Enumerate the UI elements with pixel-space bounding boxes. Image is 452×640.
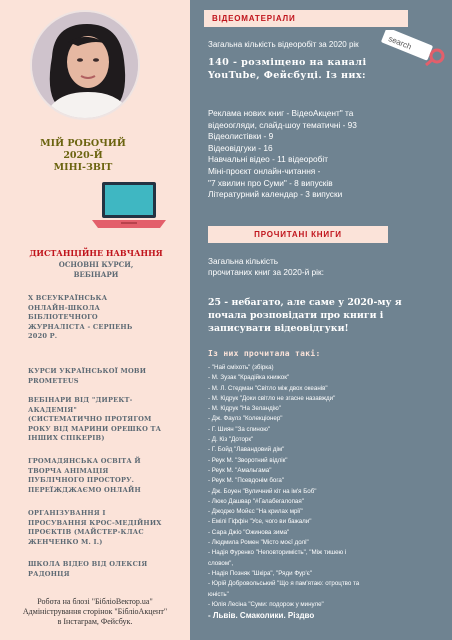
laptop-icon xyxy=(90,180,168,232)
course-line: ВЕБІНАРИ ВІД "ДИРЕКТ- xyxy=(28,396,133,404)
courses-line: ОСНОВНІ КУРСИ, xyxy=(58,260,134,269)
course-line: ПРОСУВАННЯ КРОС-МЕДІЙНИХ xyxy=(28,518,162,527)
course-line: БІБЛІОТЕЧНОГО xyxy=(28,313,98,321)
course-item xyxy=(28,396,183,444)
book-item: - Реук М. "Амальгама" xyxy=(208,466,272,474)
search-graphic xyxy=(380,30,450,66)
book-item: - Юрій Добровольський "Що я пам'ятаю: отроцтво та xyxy=(208,580,360,588)
book-item: - Надія Фуренко "Неповторимість", "Між тишею і xyxy=(208,549,347,557)
course-line: РОКУ ВІД МАРИНИ ОРЕШКО ТА xyxy=(28,424,162,433)
books-total-line: прочитаних книг за 2020-й рік: xyxy=(208,267,324,277)
course-line: ОНЛАЙН-ШКОЛА xyxy=(28,303,101,312)
video-details xyxy=(208,108,357,201)
books-summary xyxy=(208,296,402,336)
video-detail-line: Навчальні відео - 11 відеоробіт xyxy=(208,154,329,165)
video-summary-line: YouTube, Фейсбуці. Із них: xyxy=(208,70,366,81)
course-item xyxy=(28,367,183,386)
book-item: - Джоджо Мойєс "На крилах мрії" xyxy=(208,508,303,516)
book-item: - М. Зузак "Крадійка книжок" xyxy=(208,374,290,382)
course-line: КУРСИ УКРАЇНСЬКОЇ МОВИ xyxy=(28,367,147,375)
footer-note xyxy=(0,597,190,627)
book-item: - М. Л. Стедман "Світло між двох океанів" xyxy=(208,384,328,392)
book-item: - Сара Джіо "Ожинова зима" xyxy=(208,528,290,536)
books-summary-line: записувати відеовідгуки! xyxy=(208,323,349,335)
book-item: - Надія Позняк "Шкіра", "Ряди Фур'є" xyxy=(208,569,313,577)
book-item: - Д. Кіз "Доторк" xyxy=(208,436,254,444)
course-item xyxy=(28,560,183,579)
left-panel xyxy=(0,0,190,640)
report-title xyxy=(28,138,138,174)
book-item: - Люко Дашвар "#Галабегалопая" xyxy=(208,497,304,505)
book-item: - Г. Шиян "За спиною" xyxy=(208,425,271,433)
course-line: ЖЕНЧЕНКО М. І.) xyxy=(28,537,103,546)
video-total: Загальна кількість відеоробіт за 2020 рік xyxy=(208,40,359,49)
book-item: - Реук М. "Псевдонім бога" xyxy=(208,477,285,485)
video-summary-line: 140 - розміщено на каналі xyxy=(208,57,367,68)
course-line: АКАДЕМІЯ" xyxy=(28,405,78,414)
course-line: ПРОЄКТІВ (МАЙСТЕР-КЛАС xyxy=(28,528,144,536)
book-item: - М. Кідрук "Доки світло не згасне назавжди" xyxy=(208,394,336,402)
book-item: - "Най сміхоть" (збірка) xyxy=(208,364,274,371)
course-line: РАДОНЦЯ xyxy=(28,569,70,578)
video-detail-line: Відеолистівки - 9 xyxy=(208,131,274,142)
course-item xyxy=(28,457,183,495)
course-line: (СИСТЕМАТИЧНО ПРОТЯГОМ xyxy=(28,415,152,423)
books-total xyxy=(208,256,324,278)
course-line: ІНШИХ СПІКЕРІВ) xyxy=(28,434,105,442)
footer-line: Робота на блозі "БібліоВектор.ua" xyxy=(37,597,153,606)
book-item: - Людмила Ромен "Місто моєї долі" xyxy=(208,539,309,547)
search-label: search xyxy=(387,34,413,52)
book-item: - Емілі Гіффін "Усе, чого ви бажали" xyxy=(208,518,312,526)
books-list xyxy=(208,363,428,622)
course-line: PROMETEUS xyxy=(28,376,79,385)
book-item: словом", xyxy=(208,559,234,567)
book-item: - Львів. Смаколики. Різдво xyxy=(208,611,315,621)
video-detail-line: Відеовідгуки - 16 xyxy=(208,142,273,153)
video-detail-line: "7 хвилин про Суми" - 8 випусків xyxy=(208,177,333,188)
course-line: ГРОМАДЯНСЬКА ОСВІТА Й xyxy=(28,457,141,465)
report-title-line: МІЙ РОБОЧИЙ xyxy=(40,138,126,149)
books-section-label: ПРОЧИТАНІ КНИГИ xyxy=(208,226,388,243)
course-line: ОРГАНІЗУВАННЯ І xyxy=(28,509,106,517)
book-item: юність" xyxy=(208,590,229,598)
book-item: - Юлія Лесіна "Суми: подорож у минуле" xyxy=(208,600,324,608)
footer-line: Адміністрування сторінок "БібліоАкцент" xyxy=(22,607,168,616)
courses-line: ВЕБІНАРИ xyxy=(73,270,119,279)
video-section-label: ВІДЕОМАТЕРІАЛИ xyxy=(204,10,408,27)
video-detail-line: Літературний календар - 3 випуски xyxy=(208,189,343,200)
video-summary xyxy=(208,56,367,82)
books-subhead: Із них прочитала такі: xyxy=(208,349,321,358)
book-item: - Дж. Фаулз "Колекціонер" xyxy=(208,415,283,423)
footer-line: в Інстаграм, Фейсбук. xyxy=(57,617,133,626)
video-detail-line: Міні-проєкт онлайн-читання - xyxy=(208,165,321,176)
course-item xyxy=(28,509,183,547)
author-photo xyxy=(30,10,140,120)
course-line: ПЕРЕЇЖДЖАЄМО ОНЛАЙН xyxy=(28,485,141,494)
course-line: ШКОЛА ВІДЕО ВІД ОЛЕКСІЯ xyxy=(28,560,148,568)
course-line: 2020 Р. xyxy=(28,332,58,340)
magnifier-icon xyxy=(431,50,443,62)
remote-learning-title: ДИСТАНЦІЙНЕ НАВЧАННЯ xyxy=(29,248,163,258)
courses-subtitle xyxy=(8,260,184,280)
course-line: ПУБЛІЧНОГО ПРОСТОРУ. xyxy=(28,476,135,484)
video-detail-line: відеоогляди, слайд-шоу тематичні - 93 xyxy=(208,119,357,130)
books-summary-line: почала розповідати про книги і xyxy=(208,310,384,322)
book-item: - М. Кідрук "На Зеландію" xyxy=(208,405,281,413)
course-item xyxy=(28,294,183,342)
report-title-line: МІНІ-ЗВІТ xyxy=(53,162,113,173)
books-total-line: Загальна кількість xyxy=(208,256,279,266)
course-line: X ВСЕУКРАЇНСЬКА xyxy=(28,294,108,302)
book-item: - Г. Бойд "Лавандовий дім" xyxy=(208,446,285,454)
books-summary-line: 25 - небагато, але саме у 2020-му я xyxy=(208,297,402,308)
course-line: ТВОРЧА АНІМАЦІЯ xyxy=(28,466,109,475)
course-line: ЖУРНАЛІСТА - СЕРПЕНЬ xyxy=(28,322,133,331)
report-title-line: 2020-Й xyxy=(63,150,103,161)
video-detail-line: Реклама нових книг - ВідеоАкцент" та xyxy=(208,108,354,118)
book-item: - Дж. Боуен "Вуличний кіт на ім'я Боб" xyxy=(208,487,317,495)
book-item: - Реук М. "Зворотний відлік" xyxy=(208,456,288,464)
